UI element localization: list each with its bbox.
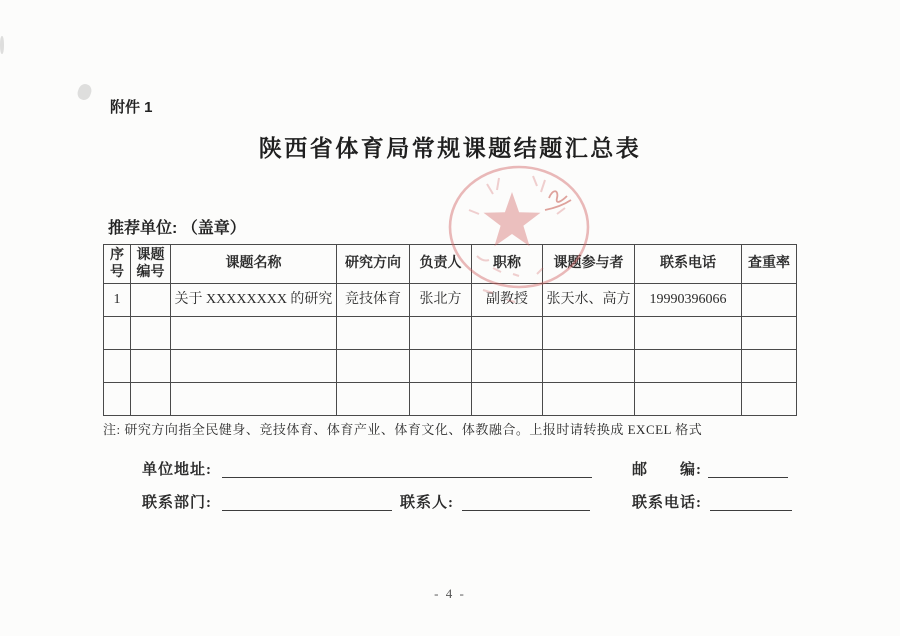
cell-empty (104, 383, 131, 416)
cell-research-direction: 竞技体育 (337, 284, 410, 317)
cell-empty (635, 317, 742, 350)
table-row (104, 383, 797, 416)
contact-phone-label: 联系电话: (632, 495, 702, 511)
cell-empty (337, 350, 410, 383)
cell-participants: 张天水、高方 (543, 284, 635, 317)
contact-phone-blank (710, 493, 792, 511)
col-header-phone: 联系电话 (635, 245, 742, 284)
cell-empty (472, 350, 543, 383)
unit-address-label: 单位地址: (142, 462, 212, 478)
cell-empty (410, 350, 472, 383)
cell-empty (171, 383, 337, 416)
postal-code-blank (708, 460, 788, 478)
table-row (104, 317, 797, 350)
cell-empty (410, 383, 472, 416)
cell-empty (472, 383, 543, 416)
col-header-project-title: 课题名称 (171, 245, 337, 284)
cell-empty (131, 350, 171, 383)
cell-empty (131, 317, 171, 350)
cell-project-title: 关于 XXXXXXXX 的研究 (171, 284, 337, 317)
cell-serial: 1 (104, 284, 131, 317)
cell-phone: 19990396066 (635, 284, 742, 317)
attachment-label: 附件 1 (110, 99, 153, 116)
col-header-serial: 序号 (104, 245, 131, 284)
cell-project-number (131, 284, 171, 317)
col-header-leader: 负责人 (410, 245, 472, 284)
col-header-project-number: 课题编号 (131, 245, 171, 284)
cell-empty (171, 317, 337, 350)
table-header-row (104, 245, 797, 284)
page-title: 陕西省体育局常规课题结题汇总表 (258, 136, 642, 161)
handwritten-mark (545, 191, 571, 210)
cell-empty (742, 317, 797, 350)
cell-empty (742, 350, 797, 383)
cell-title-rank: 副教授 (472, 284, 543, 317)
cell-empty (543, 350, 635, 383)
cell-empty (337, 317, 410, 350)
cell-empty (337, 383, 410, 416)
cell-empty (543, 317, 635, 350)
cell-duplication-rate (742, 284, 797, 317)
cell-empty (543, 383, 635, 416)
cell-empty (635, 350, 742, 383)
col-header-participants: 课题参与者 (543, 245, 635, 284)
col-header-research-direction: 研究方向 (337, 245, 410, 284)
col-header-duplication-rate: 查重率 (742, 245, 797, 284)
cell-empty (104, 350, 131, 383)
cell-empty (131, 383, 171, 416)
cell-empty (635, 383, 742, 416)
table-row (104, 350, 797, 383)
page-number: - 4 - (434, 586, 466, 601)
scan-smudge (76, 82, 94, 101)
cell-empty (104, 317, 131, 350)
star-icon (484, 192, 541, 246)
contact-person-blank (462, 493, 590, 511)
table-row (104, 284, 797, 317)
cell-empty (171, 350, 337, 383)
unit-address-blank (222, 460, 592, 478)
summary-table (103, 244, 797, 416)
cell-empty (472, 317, 543, 350)
cell-leader: 张北方 (410, 284, 472, 317)
contact-person-label: 联系人: (400, 495, 454, 511)
col-header-title-rank: 职称 (472, 245, 543, 284)
postal-code-label: 邮 编: (632, 462, 702, 478)
scan-edge-mark (0, 36, 4, 54)
cell-empty (742, 383, 797, 416)
cell-empty (410, 317, 472, 350)
table-note: 注: 研究方向指全民健身、竞技体育、体育产业、体育文化、体教融合。上报时请转换成 EXCEL 格式 (103, 422, 703, 437)
contact-department-label: 联系部门: (142, 495, 212, 511)
recommending-unit-label: 推荐单位: （盖章） (108, 220, 246, 237)
contact-department-blank (222, 493, 392, 511)
